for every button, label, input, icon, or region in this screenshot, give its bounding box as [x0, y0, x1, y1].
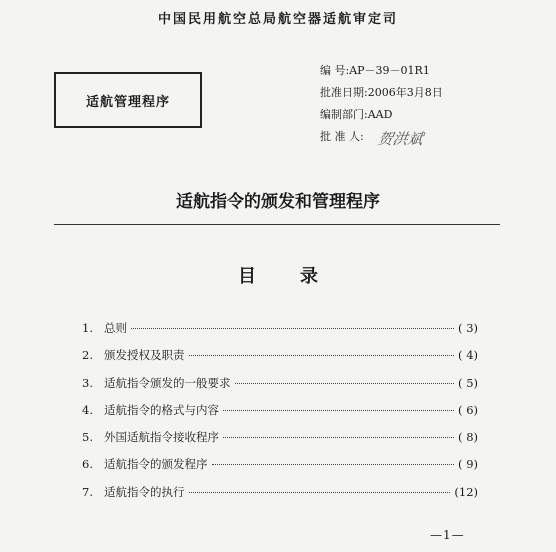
- toc-leader-dots: [235, 383, 455, 384]
- meta-number-row: [320, 60, 443, 82]
- meta-number-label: 编 号:: [320, 64, 350, 77]
- toc-item-title: 外国适航指令接收程序: [104, 430, 219, 445]
- toc-item-number: 2.: [82, 348, 93, 363]
- meta-dept-label: 编制部门:: [320, 108, 368, 121]
- toc-item-title: 适航指令的执行: [104, 484, 185, 499]
- toc-item-number: 5.: [82, 430, 93, 445]
- toc-item-page: ( 8): [458, 430, 478, 445]
- document-title: 适航指令的颁发和管理程序: [176, 192, 380, 212]
- toc-heading: [0, 262, 556, 288]
- toc-item-page: ( 9): [458, 457, 478, 472]
- meta-number-value: AP－39－01R1: [349, 64, 430, 77]
- document-type-box: 适航管理程序: [54, 72, 202, 128]
- title-divider: [54, 224, 500, 225]
- toc-leader-dots: [223, 437, 454, 438]
- meta-approval-date-label: 批准日期:: [320, 86, 368, 99]
- toc-item-page: ( 5): [458, 375, 478, 390]
- toc-item[interactable]: [82, 456, 478, 483]
- page-number: —1—: [430, 528, 465, 542]
- toc-item-page: ( 3): [458, 321, 478, 335]
- toc-item-number: 7.: [82, 484, 93, 499]
- toc-item[interactable]: [82, 429, 478, 456]
- toc-item-title: 总则: [104, 321, 127, 335]
- toc-item[interactable]: [82, 320, 478, 347]
- toc-item-number: 4.: [82, 402, 93, 417]
- meta-approval-date-value: 2006年3月8日: [367, 86, 443, 99]
- meta-dept-row: [320, 104, 443, 126]
- toc-leader-dots: [223, 410, 454, 411]
- toc-heading-char-2: 录: [300, 266, 318, 287]
- toc-item-title: 适航指令颁发的一般要求: [104, 375, 231, 390]
- toc-leader-dots: [212, 464, 455, 465]
- toc-leader-dots: [189, 355, 455, 356]
- toc-item-number: 3.: [82, 375, 93, 390]
- meta-approver-label: 批 准 人:: [320, 130, 364, 143]
- meta-dept-value: AAD: [367, 108, 393, 121]
- table-of-contents: [82, 320, 478, 511]
- toc-item-title: 适航指令的颁发程序: [104, 457, 208, 472]
- organization-header: 中国民用航空总局航空器适航审定司: [157, 12, 398, 27]
- toc-item-number: 1.: [82, 321, 93, 335]
- toc-heading-char-1: 目: [238, 266, 256, 287]
- toc-item[interactable]: [82, 347, 478, 374]
- toc-item-title: 适航指令的格式与内容: [104, 402, 219, 417]
- toc-leader-dots: [131, 328, 454, 329]
- toc-item[interactable]: [82, 484, 478, 511]
- approver-signature: 贺洪斌: [376, 130, 425, 148]
- meta-approval-date-row: [320, 82, 443, 104]
- toc-item-title: 颁发授权及职责: [104, 348, 185, 363]
- toc-item[interactable]: [82, 375, 478, 402]
- toc-leader-dots: [189, 492, 451, 493]
- toc-item-number: 6.: [82, 457, 93, 472]
- toc-item-page: ( 6): [458, 402, 478, 417]
- toc-item-page: (12): [454, 484, 478, 499]
- toc-item-page: ( 4): [458, 348, 478, 363]
- toc-item[interactable]: [82, 402, 478, 429]
